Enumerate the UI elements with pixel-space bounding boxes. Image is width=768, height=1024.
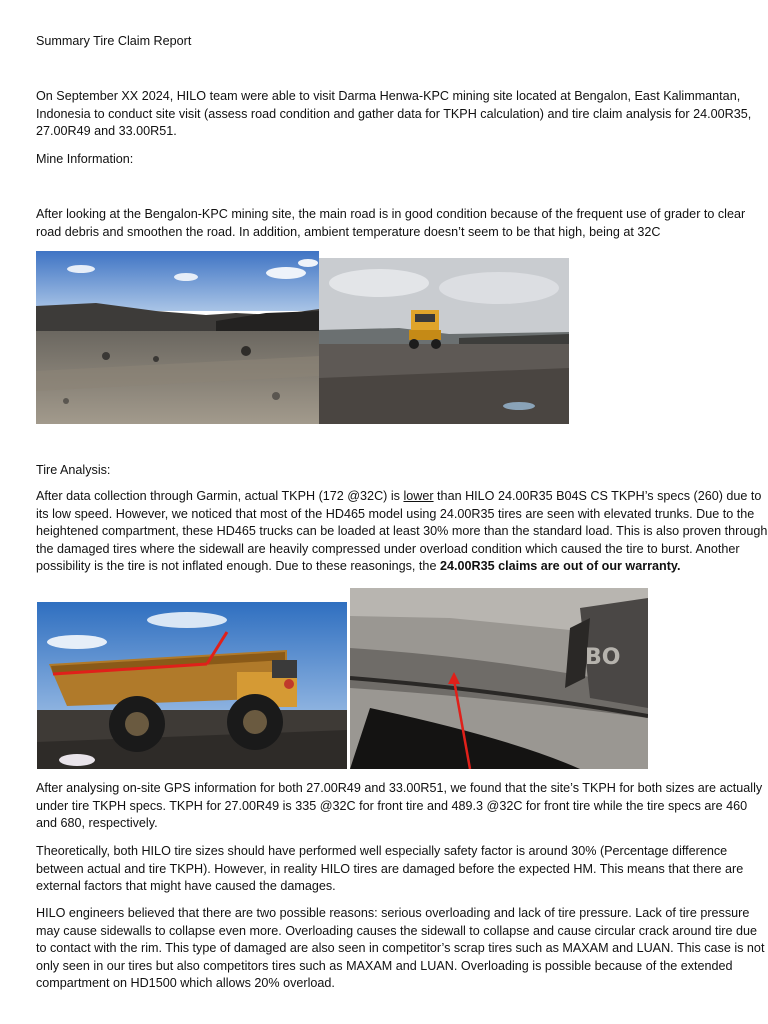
gps-analysis-paragraph: After analysing on-site GPS information for both 27.00R49 and 33.00R51, we found that the site’s TKPH for both sizes are actually under tire TKPH specs. TKPH for 27.00R49 is 335 @32C for front tire and 489.3 @32C for front tire while the tire specs are 460 and 680, respectively. — [36, 781, 763, 831]
tire-analysis-heading: Tire Analysis: — [36, 463, 111, 477]
analysis-text-2: than HILO 24.00R35 B04S CS TKPH’s specs (260) due to its low speed. However, we noticed that most of the HD465 model using 24.00R35 tires are seen with elevated trunks. Due to the heightened compartment, these HD465 trucks can be loaded at least 30% more than the standard load. This is also proven through the damaged tires where the sidewall are heavily compressed under overload condition which caused the tire to burst. Another possibility is the tire is not inflated enough. Due to these reasonings, the — [36, 489, 768, 574]
haul-truck-road-photo — [319, 258, 569, 424]
dump-truck-photo — [37, 602, 347, 769]
theory-paragraph: Theoretically, both HILO tire sizes should have performed well especially safety factor is around 30% (Percentage difference between actual and tire TKPH). However, in reality HILO tires are damaged before the expected HM. This means that there are external factors that might have caused the damages. — [36, 844, 744, 894]
report-title: Summary Tire Claim Report — [36, 34, 192, 48]
tire-analysis-paragraph — [36, 488, 768, 576]
damaged-tire-sidewall-photo — [350, 588, 648, 769]
mine-information-heading: Mine Information: — [36, 152, 134, 166]
intro-paragraph: On September XX 2024, HILO team were able to visit Darma Henwa-KPC mining site located at Bengalon, East Kalimmantan, Indonesia to conduct site visit (assess road condition and gather data for TKPH calculation) and tire claim analysis for 24.00R35, 27.00R49 and 33.00R51. — [36, 89, 752, 139]
mine-information-paragraph: After looking at the Bengalon-KPC mining site, the main road is in good condition because of the frequent use of grader to clear road debris and smoothen the road. In addition, ambient temperature doesn’t seem to be that high, being at 32C — [36, 207, 746, 239]
analysis-underlined-word: lower — [403, 489, 434, 503]
analysis-text-1: After data collection through Garmin, actual TKPH (172 @32C) is — [36, 489, 404, 503]
warranty-conclusion: 24.00R35 claims are out of our warranty. — [439, 559, 681, 574]
tire-sidewall-lettering: BO — [585, 645, 621, 670]
possible-reasons-paragraph: HILO engineers believed that there are two possible reasons: serious overloading and lack of tire pressure. Lack of tire pressure may cause sidewalls to collapse even more. Overloading causes the sidewall to collapse and cause circular crack around tire due to contact with the rim. This type of damaged are also seen in competitor’s scrap tires such as MAXAM and LUAN. This case is not only seen in our tires but also competitors tires such as MAXAM and LUAN. Overloading is possible because of the extended compartment on HD1500 which allows 20% overload. — [36, 906, 765, 991]
mining-site-road-photo — [36, 251, 319, 424]
